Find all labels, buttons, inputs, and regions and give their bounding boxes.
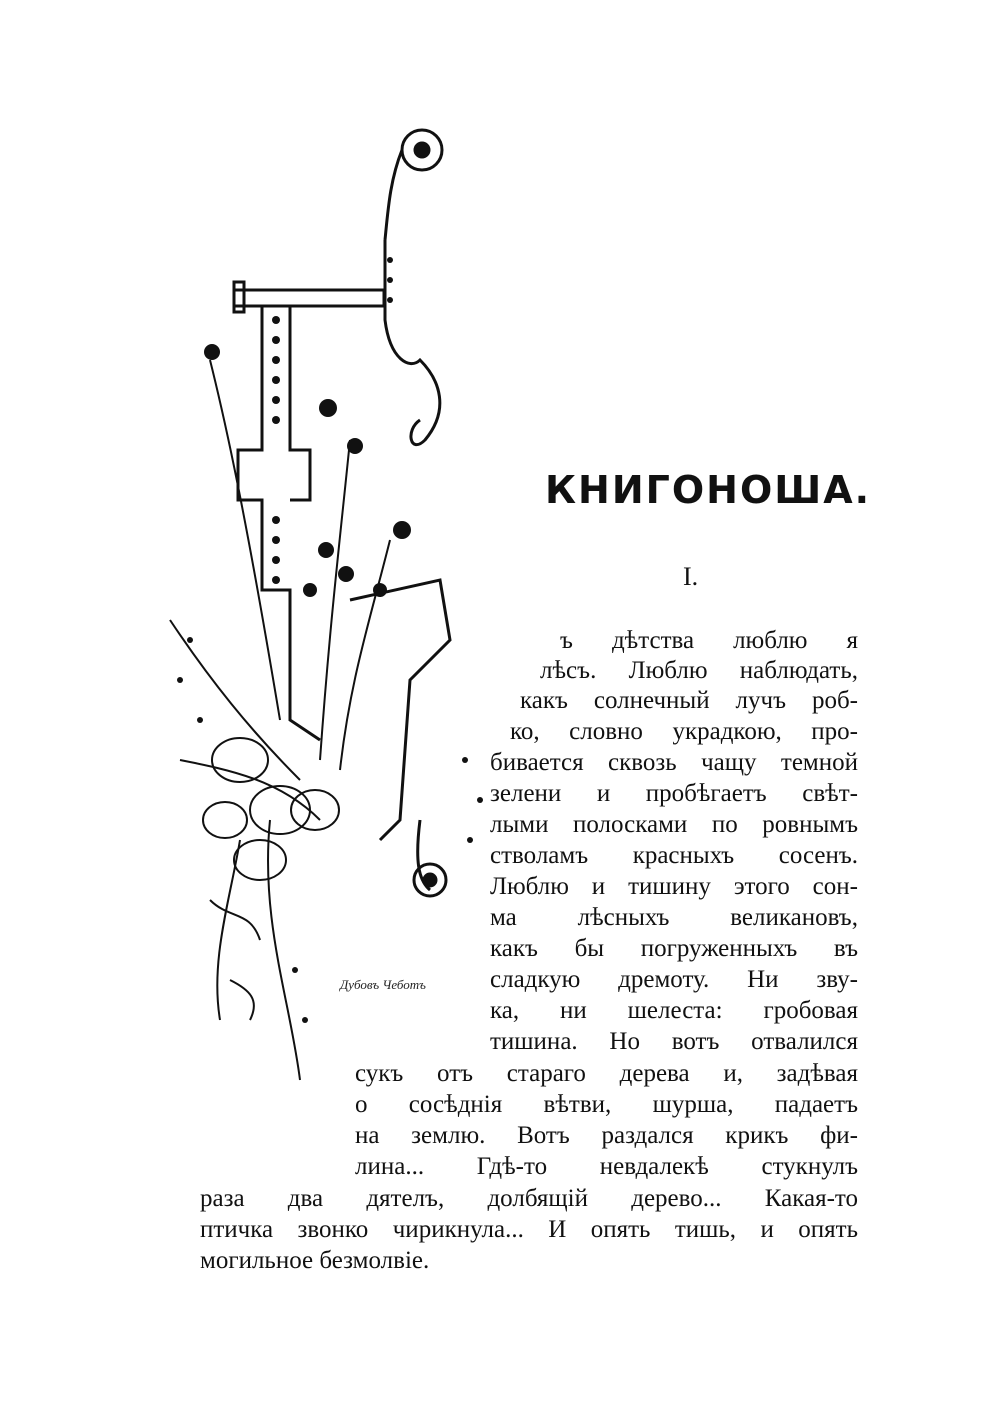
text-line: о сосѣднія вѣтви, шурша, падаетъ — [355, 1091, 858, 1118]
illustrator-signature: Дубовъ Чеботъ — [340, 977, 426, 992]
chapter-number: I. — [683, 562, 699, 591]
text-line: сукъ отъ стараго дерева и, задѣвая — [355, 1060, 858, 1087]
text-line: лыми полосками по ровнымъ — [490, 811, 858, 838]
text-line: ма лѣсныхъ великановъ, — [490, 904, 858, 931]
text-line: Люблю и тишину этого сон- — [490, 873, 858, 900]
text-line: сладкую дремоту. Ни зву- — [490, 966, 858, 993]
text-line: лина... Гдѣ-то невдалекѣ стукнулъ — [355, 1153, 858, 1180]
text-line: лѣсъ. Люблю наблюдать, — [540, 657, 858, 684]
decorative-initial-letter-illustration — [150, 120, 530, 1160]
text-line: раза два дятелъ, долбящій дерево... Какая-то — [200, 1185, 858, 1212]
story-title: КНИГОНОША. — [545, 468, 872, 512]
text-line: птичка звонко чирикнула... И опять тишь, и опять — [200, 1216, 858, 1243]
text-line: ъ дѣтства люблю я — [560, 627, 858, 654]
text-line: на землю. Вотъ раздался крикъ фи- — [355, 1122, 858, 1149]
text-line: бивается сквозь чащу темной — [490, 749, 858, 776]
text-line: могильное безмолвіе. — [200, 1247, 430, 1274]
text-line: какъ солнечный лучъ роб- — [520, 687, 858, 714]
text-line: ко, словно украдкою, про- — [510, 718, 858, 745]
text-line: тишина. Но вотъ отвалился — [490, 1028, 858, 1055]
text-line: какъ бы погруженныхъ въ — [490, 935, 858, 962]
text-line: стволамъ красныхъ сосенъ. — [490, 842, 858, 869]
text-line: ка, ни шелеста: гробовая — [490, 997, 858, 1024]
text-line: зелени и пробѣгаетъ свѣт- — [490, 780, 858, 807]
